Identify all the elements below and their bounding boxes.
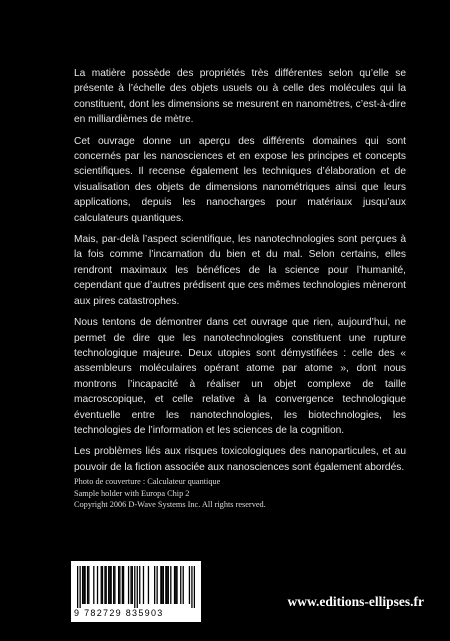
barcode-bar: [132, 566, 133, 604]
barcode-bar: [189, 566, 190, 604]
barcode-bar: [88, 566, 89, 604]
barcode-bar: [102, 566, 103, 604]
barcode-bar: [87, 566, 88, 604]
barcode-bar: [160, 566, 161, 604]
barcode-bar: [83, 566, 84, 604]
barcode-bar: [180, 566, 181, 604]
barcode-bar: [134, 566, 135, 608]
barcode-bar: [168, 566, 169, 604]
barcode-bar: [119, 566, 120, 604]
description-paragraph-5: Les problèmes liés aux risques toxicologiques des nanoparticules, et au pouvoir de la fiction associée aux nanosciences sont également abordés.: [74, 446, 406, 473]
barcode-bar: [118, 566, 119, 604]
isbn-barcode: [71, 561, 201, 622]
barcode-bar: [166, 566, 167, 604]
barcode-bar: [175, 566, 176, 604]
barcode-bar: [109, 566, 110, 604]
barcode-bar: [183, 566, 184, 604]
barcode-bar: [170, 566, 171, 604]
barcode-bar: [128, 566, 129, 604]
barcode-bar: [174, 566, 175, 604]
barcode-bar: [111, 566, 112, 604]
publisher-website[interactable]: www.editions-ellipses.fr: [287, 594, 424, 609]
barcode-bar: [148, 566, 149, 604]
barcode-bar: [82, 566, 83, 604]
description-paragraph-2: Cet ouvrage donne un aperçu des différents domaines qui sont concernés par les nanosciences et en expose les principes et concepts scientifiques. Il recense également les techniques d’élaboration et de visualisation des objets de dimensions nanométriques ainsi que leurs applications, depuis les nanocharges pour matériaux jusqu’aux calculateurs quantiques.: [74, 135, 406, 224]
barcode-bar: [130, 566, 131, 604]
barcode-bar: [84, 566, 85, 604]
barcode-bar: [113, 566, 114, 604]
barcode-bar: [191, 566, 192, 608]
description-paragraph-1: La matière possède des propriétés très différentes selon qu’elle se présente à l’échelle des objets usuels ou à celle des molécules qui la constituent, dont les dimensions se mesurent en nanomètres, c’est-à-dire en milliardièmes de mètre.: [74, 68, 406, 126]
barcode-bar: [104, 566, 105, 604]
barcode-bar: [143, 566, 144, 604]
barcode-bar: [137, 566, 138, 608]
barcode-bar: [163, 566, 164, 604]
barcode-bar: [165, 566, 166, 604]
barcode-bar: [79, 566, 80, 608]
barcode-bar: [161, 566, 162, 604]
credit-line-copyright: Copyright 2006 D-Wave Systems Inc. All rights reserved.: [74, 500, 266, 510]
barcode-bar: [93, 566, 94, 604]
barcode-bar: [114, 566, 115, 604]
barcode-bar: [122, 566, 123, 604]
barcode-bar: [77, 566, 78, 608]
description-paragraph-3: Mais, par-delà l’aspect scientifique, les nanotechnologies sont perçues à la fois comme l’incarnation du bien et du mal. Selon certains, elles rendront maximaux les bénéfices de la science pour l’humanité, cependant que d’autres prédisent que ces mêmes technologies mèneront aux pires catastrophes.: [74, 234, 406, 307]
description-paragraph-4: Nous tentons de démontrer dans cet ouvrage que rien, aujourd’hui, ne permet de dire que les nanotechnologies constituent une rupture technologique majeure. Deux utopies sont démystifiées : celle des « assembleurs moléculaires opérant atome par atome », dont nous montrons l’incapacité à réaliser un objet complexe de taille macroscopique, et celle relative à la convergence technologique éventuelle entre les nanotechnologies, les biotechnologies, les technologies de l’information et les sciences de la cognition.: [74, 317, 406, 436]
barcode-bar: [156, 566, 157, 604]
barcode-bars: [77, 566, 195, 608]
credit-line-cover-photo: Photo de couverture : Calculateur quantique: [74, 477, 221, 486]
barcode-digits: 9 782729 835903: [74, 608, 164, 618]
barcode-bar: [123, 566, 124, 604]
barcode-bar: [101, 566, 102, 604]
barcode-bar: [194, 566, 195, 608]
barcode-bar: [108, 566, 109, 604]
photo-credits: [74, 476, 374, 511]
barcode-bar: [154, 566, 155, 604]
barcode-bar: [106, 566, 107, 604]
credit-line-sample-holder: Sample holder with Europa Chip 2: [74, 488, 190, 498]
barcode-bar: [139, 566, 140, 604]
back-cover-description: [74, 66, 406, 481]
barcode-bar: [176, 566, 177, 604]
barcode-bar: [97, 566, 98, 604]
